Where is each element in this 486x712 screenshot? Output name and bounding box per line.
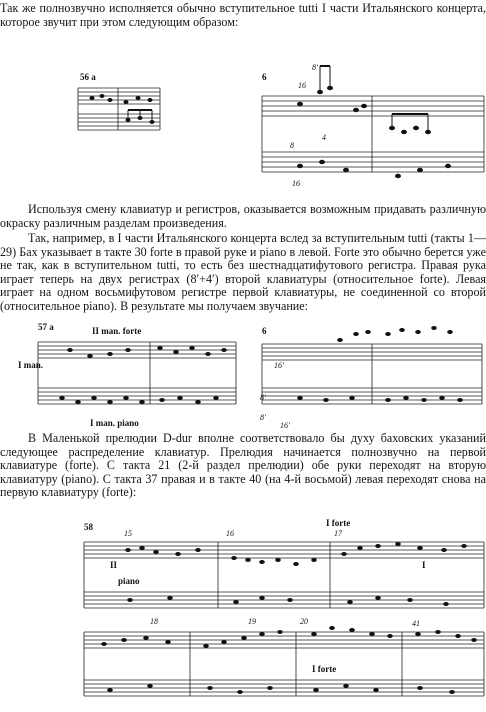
example-number: 58	[84, 522, 93, 532]
measure-15-label: 15	[124, 529, 132, 538]
music-example-56	[0, 40, 486, 200]
notes-left	[90, 94, 155, 124]
register-8-label: 8'	[260, 393, 266, 402]
forte-label: I forte	[326, 518, 351, 528]
music-example-58	[0, 520, 486, 712]
piano-label: I man. piano	[90, 418, 139, 428]
measure-41-label: 41	[412, 619, 420, 628]
concerto-paragraph: Так, например, в I части Итальянского концерта вслед за вступительным tutti (такты 1—29) Бах указывает в такте 30 forte в правой руке и piano в левой. Forte это обычно берется уже не так, как в вступительном tutti, то есть без шестнадцатифутового регистра. Правая рука играет теперь на двух регистрах (8′+4′) второй клавиатуры (относительное forte). Левая играет на одном восьмифутовом регистре первой клавиатуры, не соединенной со второй (относительное piano). В результате мы получаем звучание:	[0, 231, 486, 313]
register-8-lower-label: 8'	[260, 413, 266, 422]
measure-16-label: 16	[226, 529, 234, 538]
measure-number: 6	[262, 72, 267, 82]
register-4-label: 4	[322, 133, 326, 142]
registers-paragraph: Используя смену клавиатур и регистров, оказывается возможным придавать различную окраску различным разделам произведения.	[0, 202, 486, 230]
register-16-label: 16'	[274, 361, 284, 370]
notes-left	[59, 346, 227, 404]
register-8-label: 8'	[312, 63, 318, 72]
staff-system-right	[262, 344, 482, 404]
staff-system-2	[84, 632, 484, 696]
music-example-57	[0, 320, 486, 430]
forte-label: II man. forte	[92, 326, 142, 336]
notes-right	[297, 66, 451, 178]
register-16-lower-label: 16	[292, 179, 300, 188]
manual-i-label: I	[422, 560, 426, 570]
staff-system-left	[38, 342, 236, 404]
forte-lower-label: I forte	[312, 664, 337, 674]
intro-paragraph: Так же полнозвучно исполняется обычно вступительное tutti I части Итальянского концерта, которое звучит при этом следующим образом:	[0, 1, 486, 29]
example-number: 56 a	[80, 72, 96, 82]
manual-label: I man.	[18, 360, 44, 370]
register-16-lower-label: 16'	[280, 421, 290, 430]
measure-number: 6	[262, 326, 267, 336]
example-number: 57 a	[38, 322, 54, 332]
register-8-lower-label: 8	[290, 141, 294, 150]
piano-label: piano	[118, 576, 140, 586]
measure-18-label: 18	[150, 617, 158, 626]
measure-19-label: 19	[248, 617, 256, 626]
staff-system-right	[262, 96, 484, 172]
measure-20-label: 20	[300, 617, 308, 626]
register-16-label: 16	[298, 81, 306, 90]
notes-right	[297, 326, 463, 402]
staff-system-1	[84, 542, 484, 608]
notes-system-1	[125, 542, 467, 606]
manual-ii-label: II	[110, 560, 118, 570]
measure-17-label: 17	[334, 529, 342, 538]
prelude-paragraph: В Маленькой прелюдии D-dur вполне соответствовало бы духу баховских указаний следующее распределение клавиатур. Прелюдия начинается полнозвучно на первой клавиатуре (forte). С такта 21 (2-й раздел прелюдии) обе руки переходят на вторую клавиатуру (piano). С такта 37 правая и в такте 40 (на 4-й восьмой) левая переходят снова на первую клавиатуру (forte):	[0, 431, 486, 500]
